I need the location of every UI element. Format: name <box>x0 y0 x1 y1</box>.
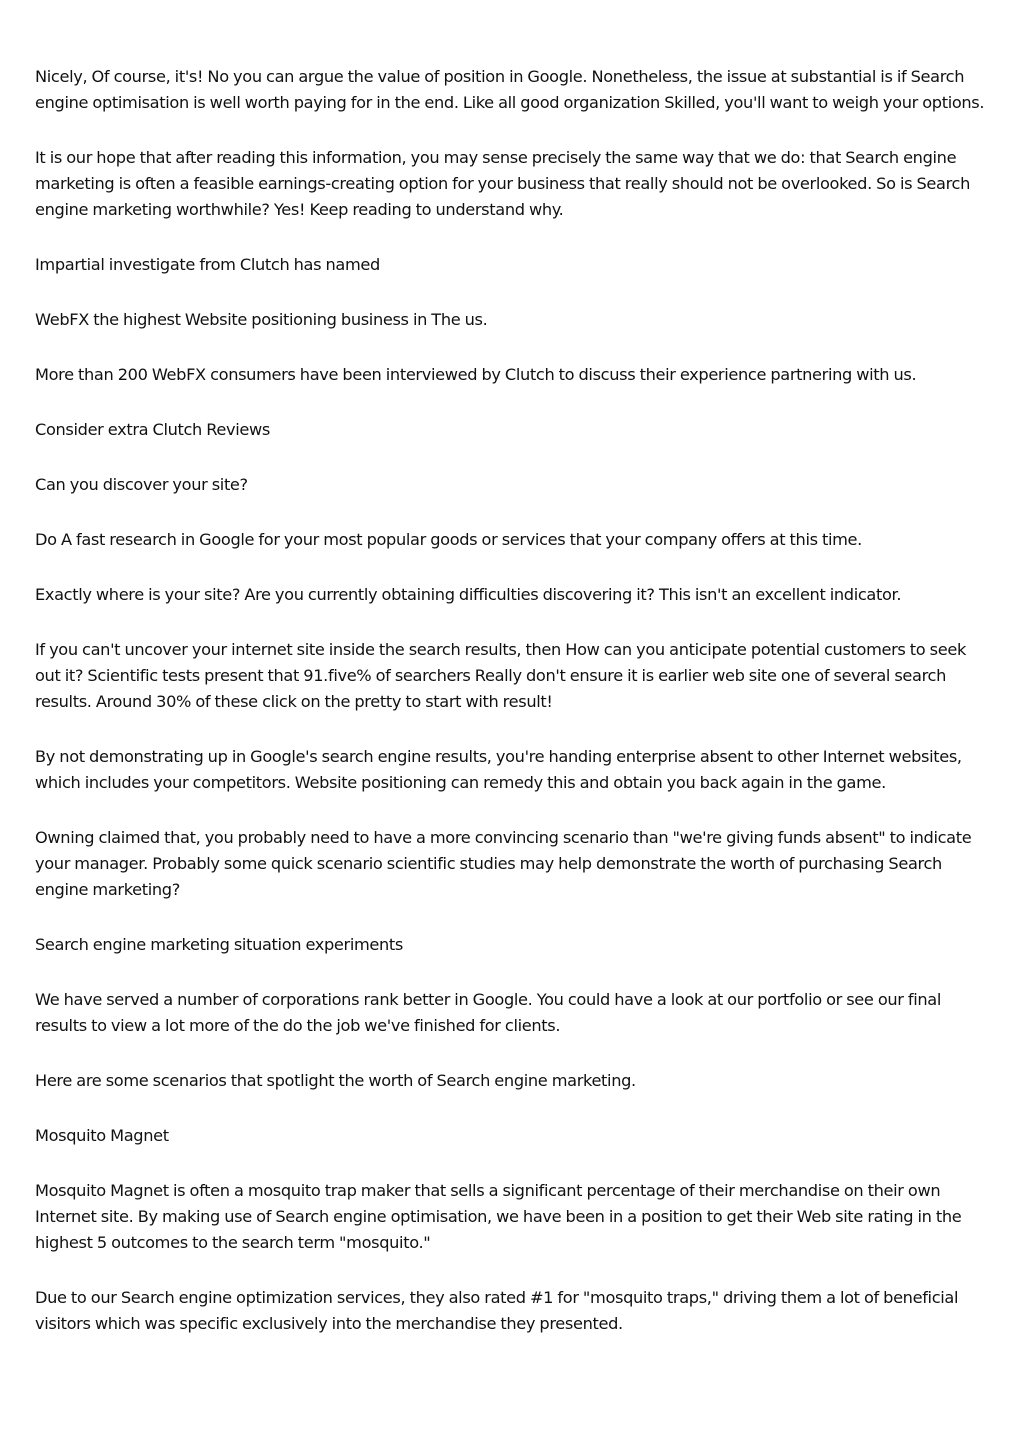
paragraph: Consider extra Clutch Reviews <box>35 420 271 439</box>
paragraph: Do A fast research in Google for your most popular goods or services that your company offers at this time. <box>35 530 862 549</box>
paragraph: Owning claimed that, you probably need to have a more convincing scenario than "we're giving funds absent" to indicate your manager. Probably some quick scenario scientific studies may help demonstrate the worth of purchasing Search engine marketing? <box>35 828 972 899</box>
paragraph: Search engine marketing situation experiments <box>35 935 404 954</box>
paragraph: Here are some scenarios that spotlight the worth of Search engine marketing. <box>35 1071 636 1090</box>
paragraph: Exactly where is your site? Are you currently obtaining difficulties discovering it? This isn't an excellent indicator. <box>35 585 902 604</box>
paragraph: Can you discover your site? <box>35 475 248 494</box>
paragraph: If you can't uncover your internet site inside the search results, then How can you anticipate potential customers to seek out it? Scientific tests present that 91.five% of searchers Really don't ensure it is earlier web site one of several search results. Around 30% of these click on the pretty to start with result! <box>35 640 966 711</box>
paragraph: Impartial investigate from Clutch has named <box>35 255 380 274</box>
paragraph: By not demonstrating up in Google's search engine results, you're handing enterprise absent to other Internet websites, which includes your competitors. Website positioning can remedy this and obtain you back again in the game. <box>35 747 962 792</box>
paragraph: More than 200 WebFX consumers have been interviewed by Clutch to discuss their experience partnering with us. <box>35 365 917 384</box>
paragraph: WebFX the highest Website positioning business in The us. <box>35 310 488 329</box>
paragraph: Due to our Search engine optimization services, they also rated #1 for "mosquito traps," driving them a lot of beneficial visitors which was specific exclusively into the merchandise they presented. <box>35 1288 959 1333</box>
paragraph: We have served a number of corporations rank better in Google. You could have a look at our portfolio or see our final results to view a lot more of the do the job we've finished for clients. <box>35 990 942 1035</box>
document-body <box>35 64 995 1366</box>
paragraph: Mosquito Magnet is often a mosquito trap maker that sells a significant percentage of their merchandise on their own Internet site. By making use of Search engine optimisation, we have been in a position to get their Web site rating in the highest 5 outcomes to the search term "mosquito." <box>35 1181 962 1252</box>
paragraph: It is our hope that after reading this information, you may sense precisely the same way that we do: that Search engine marketing is often a feasible earnings-creating option for your business that really should not be overlooked. So is Search engine marketing worthwhile? Yes! Keep reading to understand why. <box>35 148 970 219</box>
paragraph: Mosquito Magnet <box>35 1126 169 1145</box>
paragraph: Nicely, Of course, it's! No you can argue the value of position in Google. Nonetheless, the issue at substantial is if Search engine optimisation is well worth paying for in the end. Like all good organization Skilled, you'll want to weigh your options. <box>35 67 985 112</box>
